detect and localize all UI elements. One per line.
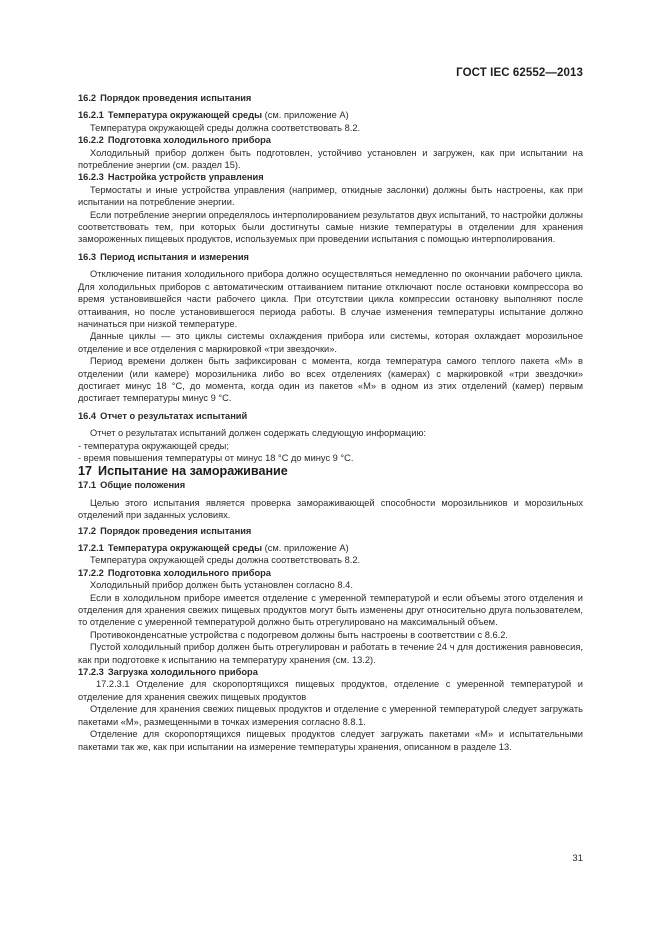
heading-text: Общие положения [100,480,186,491]
heading-text: Подготовка холодильного прибора [107,135,271,146]
heading-16-2 [78,92,583,104]
heading-text: Загрузка холодильного прибора [107,667,258,678]
heading-text: Порядок проведения испытания [100,93,252,103]
heading-16-2-3 [78,171,583,183]
heading-17-1 [78,479,583,491]
paragraph: Если в холодильном приборе имеется отделение с умеренной температурой и если объемы этого отделения и отделения для хранения свежих пищевых продуктов могут быть изменены друг относительно друга пользователем, то отделение с умеренной температурой должно быть отрегулировано на максимальный объем. [78,592,583,628]
paragraph: Температура окружающей среды должна соответствовать 8.2. [90,122,361,133]
paragraph: Противоконденсатные устройства с подогревом должны быть настроены в соответствии с 8.6.2. [90,629,509,640]
heading-text: Период испытания и измерения [100,251,249,262]
heading-text: Температура окружающей среды [107,110,263,121]
heading-17-2-1 [78,542,583,554]
section-number: 17 [78,464,93,479]
heading-17-2-2 [78,567,583,579]
paragraph: Отделение для хранения свежих пищевых продуктов и отделение с умеренной температурой следует загружать пакетами «М», размещенными в точках измерения согласно 8.8.1. [78,704,583,727]
heading-note: (см. приложение А) [262,543,349,553]
heading-16-2-2 [78,134,583,146]
heading-number: 16.2.2 [78,135,104,146]
paragraph: Если потребление энергии определялось интерполированием результатов двух испытаний, то настройки должны соответствовать тем, при которых были достигнуты самые низкие температуры в отделении для хранения замороженных пищевых продуктов, используемых при проведении испытания с помощью интерполирования. [78,209,583,245]
paragraph: Отчет о результатах испытаний должен содержать следующую информацию: [90,428,427,439]
heading-text: Температура окружающей среды [107,543,263,553]
heading-number: 16.2.3 [78,172,104,183]
paragraph: Данные циклы — это циклы системы охлаждения прибора или системы, которая охлаждает морозильное отделение и все отделения с маркировкой «три звездочки». [78,331,583,354]
paragraph: Отключение питания холодильного прибора должно осуществляться немедленно по окончании рабочего цикла. Для холодильных приборов с автоматическим оттаиванием питание отключают после остановки компрессора во время установившейся части рабочего цикла. При отсутствии цикла компрессии остановку выполняют после оттаивания, но после установившегося периода работы. В случае изменения температуры испытание должно начинаться при низкой температуре. [78,269,583,329]
heading-number: 16.4 [78,410,97,421]
section-text: Испытание на замораживание [98,464,288,479]
list-item: - температура окружающей среды; [78,440,229,451]
heading-number: 16.3 [78,251,97,262]
heading-number: 17.2.1 [78,543,104,553]
paragraph: Пустой холодильный прибор должен быть отрегулирован и работать в течение 24 ч для достижения равновесия, как при подготовке к испытанию на температуру хранения (см. 13.2). [78,642,583,665]
heading-number: 17.2 [78,525,97,536]
heading-text: Подготовка холодильного прибора [107,567,271,578]
heading-17-2 [78,525,583,537]
heading-number: 16.2 [78,93,97,103]
paragraph: Отделение для скоропортящихся пищевых продуктов следует загружать пакетами «М» и испытательными пакетами так же, как при испытании на измерение температуры хранения, описанном в разделе 13. [78,729,583,752]
paragraph: Холодильный прибор должен быть подготовлен, устойчиво установлен и загружен, как при испытании на потребление энергии (см. раздел 15). [78,147,583,171]
section-17-title [78,464,583,479]
heading-text: Отчет о результатах испытаний [100,410,248,421]
heading-number: 16.2.1 [78,110,104,121]
paragraph: 17.2.3.1 Отделение для скоропортящихся пищевых продуктов, отделение с умеренной температурой и отделение для хранения свежих пищевых продуктов [78,679,583,702]
heading-number: 17.1 [78,480,97,491]
heading-number: 17.2.2 [78,567,104,578]
heading-text: Порядок проведения испытания [100,525,252,536]
heading-number: 17.2.3 [78,667,104,678]
heading-note: (см. приложение А) [262,110,349,121]
list-item: - время повышения температуры от минус 18 °С до минус 9 °С. [78,452,354,463]
paragraph: Период времени должен быть зафиксирован с момента, когда температура самого теплого пакета «М» в отделении (или камере) морозильника либо во всех отделениях (камерах) с маркировкой «три звездочки» достигает минус 18 °С, до момента, когда один из пакетов «М» в одном из этих отделений (камер) первым достигает температуры минус 9 °С. [78,356,583,404]
page-header: ГОСТ IEC 62552—2013 [456,67,583,79]
paragraph: Температура окружающей среды должна соответствовать 8.2. [90,555,361,566]
heading-text: Настройка устройств управления [107,172,264,183]
heading-16-2-1 [78,109,583,121]
paragraph: Целью этого испытания является проверка замораживающей способности морозильников и морозильных отделений при заданных условиях. [78,497,583,521]
heading-16-4 [78,410,583,422]
page-number: 31 [572,853,583,864]
paragraph: Холодильный прибор должен быть установлен согласно 8.4. [90,580,353,591]
heading-17-2-3 [78,666,583,678]
page-body [78,92,583,753]
paragraph: Термостаты и иные устройства управления (например, откидные заслонки) должны быть настроены, как при испытании на потребление энергии. [78,184,583,208]
heading-16-3 [78,251,583,263]
